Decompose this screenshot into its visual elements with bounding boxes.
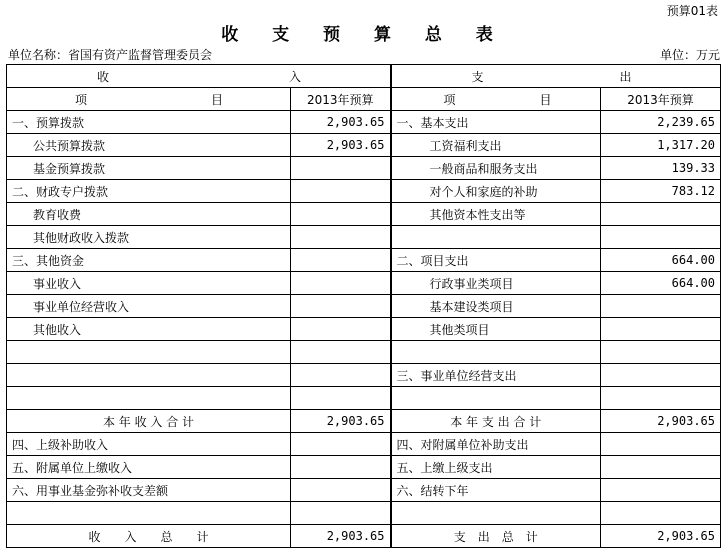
table-row — [7, 203, 721, 226]
grand-expense-total-value: 2,903.65 — [601, 525, 721, 548]
income-item: 四、上级补助收入 — [7, 433, 291, 456]
grand-income-total-value: 2,903.65 — [291, 525, 391, 548]
income-item-header-right: 目 — [211, 93, 224, 107]
income-item: 其他财政收入拨款 — [7, 226, 291, 249]
header-row-columns — [7, 88, 721, 111]
expense-value: 664.00 — [601, 272, 721, 295]
income-item-header-left: 项 — [75, 93, 88, 107]
income-item: 三、其他资金 — [7, 249, 291, 272]
annual-expense-total-value: 2,903.65 — [601, 410, 721, 433]
expense-value: 664.00 — [601, 249, 721, 272]
expense-budget-header: 2013年预算 — [601, 88, 721, 111]
income-item: 二、财政专户拨款 — [7, 180, 291, 203]
income-item: 五、附属单位上缴收入 — [7, 456, 291, 479]
income-item — [7, 387, 291, 410]
expense-item — [391, 226, 601, 249]
expense-item: 五、上缴上级支出 — [391, 456, 601, 479]
income-item: 教育收费 — [7, 203, 291, 226]
income-value — [291, 157, 391, 180]
annual-expense-total-label: 本 年 支 出 合 计 — [391, 410, 601, 433]
grand-total-row — [7, 525, 721, 548]
income-header-right: 入 — [289, 70, 302, 84]
expense-item: 其他资本性支出等 — [391, 203, 601, 226]
expense-value — [601, 341, 721, 364]
expense-item — [391, 502, 601, 525]
expense-item: 行政事业类项目 — [391, 272, 601, 295]
expense-item: 一、基本支出 — [391, 111, 601, 134]
expense-value: 139.33 — [601, 157, 721, 180]
table-row — [7, 111, 721, 134]
income-value — [291, 203, 391, 226]
grand-income-total-label: 收 入 总 计 — [7, 525, 291, 548]
table-row — [7, 479, 721, 502]
income-header-left: 收 — [97, 70, 110, 84]
income-value: 2,903.65 — [291, 134, 391, 157]
expense-value — [601, 387, 721, 410]
income-header — [7, 65, 391, 88]
table-row — [7, 134, 721, 157]
expense-value — [601, 479, 721, 502]
income-item-header — [7, 88, 291, 111]
table-row — [7, 433, 721, 456]
income-value — [291, 456, 391, 479]
expense-header-right: 出 — [619, 70, 632, 84]
header-row-section — [7, 65, 721, 88]
expense-value: 783.12 — [601, 180, 721, 203]
income-value — [291, 180, 391, 203]
expense-value — [601, 433, 721, 456]
table-row — [7, 180, 721, 203]
income-item: 事业单位经营收入 — [7, 295, 291, 318]
unit-label: 单位：万元 — [659, 48, 720, 62]
income-value — [291, 364, 391, 387]
income-item: 公共预算拨款 — [7, 134, 291, 157]
expense-item-header — [391, 88, 601, 111]
income-item — [7, 502, 291, 525]
expense-item — [391, 341, 601, 364]
expense-item: 四、对附属单位补助支出 — [391, 433, 601, 456]
budget-table — [6, 64, 721, 548]
expense-item: 二、项目支出 — [391, 249, 601, 272]
income-item: 一、预算拨款 — [7, 111, 291, 134]
income-value — [291, 249, 391, 272]
table-row — [7, 272, 721, 295]
table-row — [7, 502, 721, 525]
expense-item: 对个人和家庭的补助 — [391, 180, 601, 203]
income-value — [291, 387, 391, 410]
income-value: 2,903.65 — [291, 111, 391, 134]
form-code: 预算01表 — [666, 4, 718, 18]
table-row — [7, 318, 721, 341]
table-row — [7, 295, 721, 318]
expense-value: 1,317.20 — [601, 134, 721, 157]
expense-item: 工资福利支出 — [391, 134, 601, 157]
expense-header-left: 支 — [471, 70, 484, 84]
table-row — [7, 341, 721, 364]
annual-income-total-label: 本 年 收 入 合 计 — [7, 410, 291, 433]
expense-item: 六、结转下年 — [391, 479, 601, 502]
expense-item-header-left: 项 — [443, 93, 456, 107]
table-row — [7, 249, 721, 272]
income-value — [291, 479, 391, 502]
income-item: 事业收入 — [7, 272, 291, 295]
income-item: 六、用事业基金弥补收支差额 — [7, 479, 291, 502]
income-item — [7, 364, 291, 387]
income-item: 其他收入 — [7, 318, 291, 341]
expense-item: 一般商品和服务支出 — [391, 157, 601, 180]
page-title: 收 支 预 算 总 表 — [221, 25, 507, 45]
unit-name: 单位名称：省国有资产监督管理委员会 — [8, 48, 213, 62]
annual-total-row — [7, 410, 721, 433]
expense-value — [601, 226, 721, 249]
expense-item-header-right: 目 — [539, 93, 552, 107]
expense-value — [601, 456, 721, 479]
income-value — [291, 226, 391, 249]
expense-item: 基本建设类项目 — [391, 295, 601, 318]
table-row — [7, 364, 721, 387]
income-budget-header: 2013年预算 — [291, 88, 391, 111]
income-value — [291, 318, 391, 341]
expense-value — [601, 203, 721, 226]
expense-item: 其他类项目 — [391, 318, 601, 341]
expense-item: 三、事业单位经营支出 — [391, 364, 601, 387]
expense-value — [601, 502, 721, 525]
income-value — [291, 341, 391, 364]
expense-item — [391, 387, 601, 410]
table-row — [7, 226, 721, 249]
annual-income-total-value: 2,903.65 — [291, 410, 391, 433]
table-row — [7, 387, 721, 410]
expense-value — [601, 364, 721, 387]
expense-value: 2,239.65 — [601, 111, 721, 134]
expense-header — [391, 65, 721, 88]
income-value — [291, 295, 391, 318]
income-value — [291, 502, 391, 525]
income-value — [291, 272, 391, 295]
income-item: 基金预算拨款 — [7, 157, 291, 180]
income-item — [7, 341, 291, 364]
expense-value — [601, 318, 721, 341]
grand-expense-total-label: 支 出 总 计 — [391, 525, 601, 548]
expense-value — [601, 295, 721, 318]
table-row — [7, 157, 721, 180]
table-row — [7, 456, 721, 479]
income-value — [291, 433, 391, 456]
